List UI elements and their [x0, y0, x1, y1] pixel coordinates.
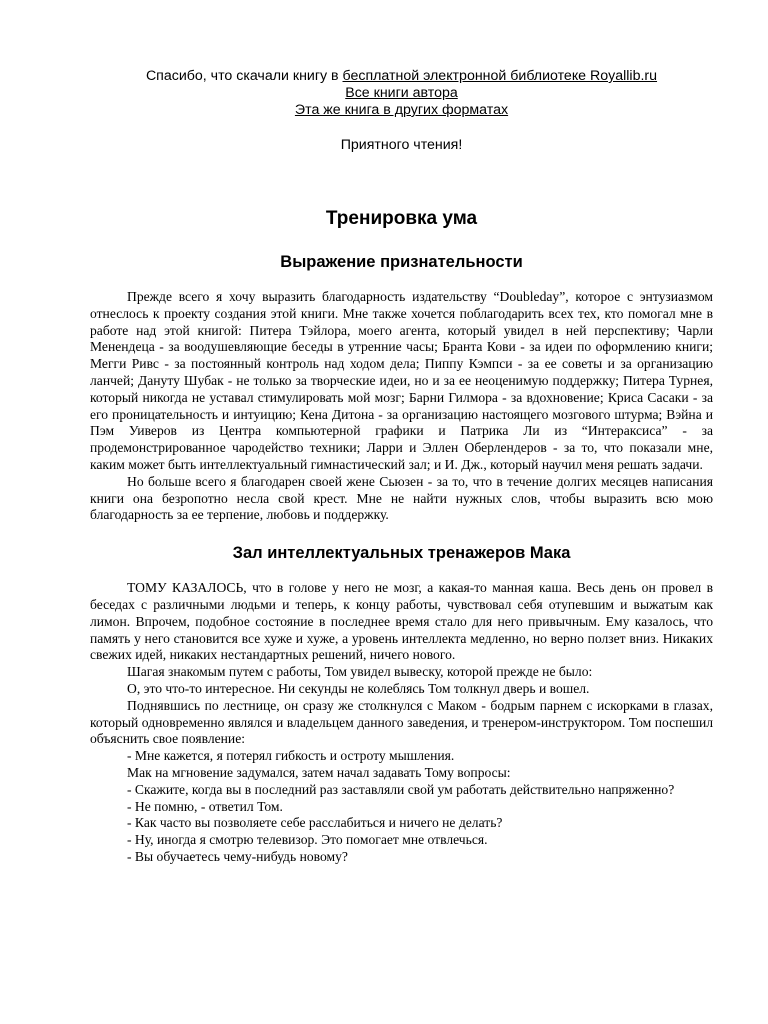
author-books-link[interactable]: Все книги автора: [345, 85, 458, 101]
paragraph: Но больше всего я благодарен своей жене Сьюзен - за то, что в течение долгих месяцев написания книги она безропотно несла свой крест. Мне не найти нужных слов, чтобы выразить всю мою благодарность за ее терпение, любовь и поддержку.: [90, 473, 713, 523]
dialogue-line: - Ну, иногда я смотрю телевизор. Это помогает мне отвлечься.: [127, 832, 488, 848]
dialogue-line: - Как часто вы позволяете себе расслабиться и ничего не делать?: [127, 815, 503, 831]
mac-gym-text: [90, 580, 713, 866]
download-header: [90, 68, 713, 154]
section-heading-mac-gym: Зал интеллектуальных тренажеров Мака: [232, 544, 571, 563]
paragraph: Мак на мгновение задумался, затем начал задавать Тому вопросы:: [127, 764, 511, 780]
section-heading-acknowledgements: Выражение признательности: [280, 253, 523, 271]
thanks-line: [90, 68, 713, 85]
dialogue-line: - Скажите, когда вы в последний раз заставляли свой ум работать действительно напряженно?: [127, 781, 675, 797]
book-title: Тренировка ума: [325, 208, 478, 229]
document-page: [90, 0, 713, 866]
paragraph: О, это что-то интересное. Ни секунды не колеблясь Том толкнул дверь и вошел.: [127, 680, 590, 696]
acknowledgements-text: [90, 289, 713, 524]
dialogue-line: - Не помню, - ответил Том.: [127, 798, 283, 814]
paragraph: Шагая знакомым путем с работы, Том увидел вывеску, которой прежде не было:: [127, 664, 593, 680]
greeting-text: Приятного чтения!: [340, 137, 463, 153]
paragraph: ТОМУ КАЗАЛОСЬ, что в голове у него не мозг, а какая-то манная каша. Весь день он провел в беседах с различными людьми и теперь, к концу работы, чувствовал себя отупевшим и выжатым как лимон. Впрочем, подобное состояние в последнее время стало для него привычным. Ему казалось, что память у него становится все хуже и хуже, а уровень интеллекта медленно, но верно ползет вниз. Никаких свежих идей, никаких нестандартных решений, ничего нового.: [90, 580, 713, 663]
other-formats-link[interactable]: Эта же книга в других форматах: [294, 102, 509, 118]
library-link[interactable]: бесплатной электронной библиотеке Royallib.ru: [342, 68, 658, 84]
dialogue-line: - Вы обучаетесь чему-нибудь новому?: [127, 848, 348, 864]
paragraph: Поднявшись по лестнице, он сразу же столкнулся с Маком - бодрым парнем с искорками в глазах, который одновременно являлся и владельцем данного заведения, и тренером-инструктором. Том поспешил объяснить свое появление:: [90, 697, 713, 747]
paragraph: Прежде всего я хочу выразить благодарность издательству “Doubleday”, которое с энтузиазмом отнеслось к проекту создания этой книги. Мне также хочется поблагодарить всех тех, кто помогал мне в работе над этой книгой: Питера Тэйлора, моего агента, который увидел в ней перспективу; Чарли Менендеца - за воодушевляющие беседы в утренние часы; Бранта Кови - за идеи по оформлению книги; Мегги Ривс - за постоянный контроль над ходом дела; Пиппу Кэмпси - за ее советы и за организацию ланчей; Дануту Шубак - не только за творческие идеи, но и за ее неоценимую поддержку; Питера Турнея, который никогда не уставал стимулировать мой мозг; Барни Гилмора - за вдохновение; Криса Сасаки - за его проницательность и интуицию; Кена Дитона - за организацию настоящего мозгового штурма; Вэйна и Пэм Уиверов из Центра компьютерной графики и Патрика Ли из “Интераксиса” - за продемонстрированное чародейство техники; Ларри и Эллен Оберлендеров - за то, что показали мне, каким может быть интеллектуальный гимнастический зал; и И. Дж., который научил меня решать задачи.: [90, 289, 713, 472]
dialogue-line: - Мне кажется, я потерял гибкость и остроту мышления.: [127, 748, 455, 764]
thanks-prefix: Спасибо, что скачали книгу в: [145, 68, 343, 84]
